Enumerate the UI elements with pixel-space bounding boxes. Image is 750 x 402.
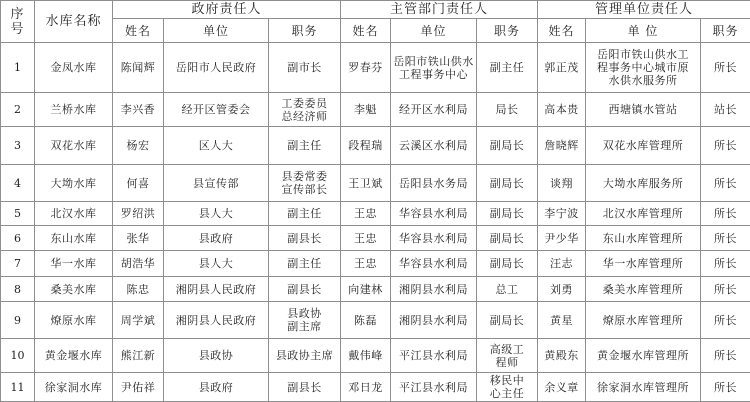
- gov-title-cell: 副主任: [269, 202, 341, 226]
- mgmt-unit-cell: 西塘镇水管站: [586, 93, 701, 127]
- dept-name-cell: 罗春芬: [341, 43, 391, 93]
- dept-unit-cell: 平江县水利局: [391, 339, 477, 373]
- dept-title-cell: 副主任: [477, 43, 538, 93]
- row-index-cell: 5: [1, 202, 35, 226]
- gov-title-cell: 副市长: [269, 43, 341, 93]
- dept-title-cell: 局长: [477, 93, 538, 127]
- mgmt-name-cell: 高本贵: [538, 93, 586, 127]
- gov-unit-cell: 县政府: [164, 226, 269, 251]
- table-row: [1, 339, 750, 373]
- gov-unit-cell: 县人大: [164, 202, 269, 226]
- mgmt-unit-cell: 东山水库管理所: [586, 226, 701, 251]
- gov-name-cell: 陈闻辉: [113, 43, 164, 93]
- dept-title-cell: 副局长: [477, 302, 538, 339]
- header-dept-group: 主管部门责任人: [341, 1, 538, 19]
- gov-unit-cell: 湘阴县人民政府: [164, 277, 269, 302]
- dept-name-cell: 陈磊: [341, 302, 391, 339]
- reservoir-name-cell: 北汉水库: [35, 202, 113, 226]
- table-row: [1, 93, 750, 127]
- gov-name-cell: 陈忠: [113, 277, 164, 302]
- mgmt-title-cell: 所长: [701, 226, 750, 251]
- gov-unit-cell: 县人大: [164, 251, 269, 277]
- row-index-cell: 3: [1, 127, 35, 165]
- gov-title-cell: 副主任: [269, 127, 341, 165]
- mgmt-title-cell: 所长: [701, 277, 750, 302]
- mgmt-title-cell: 所长: [701, 127, 750, 165]
- header-gov-unit: 单位: [164, 19, 269, 43]
- dept-title-cell: 副局长: [477, 226, 538, 251]
- gov-title-cell: 县政协 副主席: [269, 302, 341, 339]
- gov-unit-cell: 湘阴县人民政府: [164, 302, 269, 339]
- gov-unit-cell: 县宣传部: [164, 165, 269, 202]
- row-index-cell: 11: [1, 373, 35, 402]
- dept-title-cell: 副局长: [477, 202, 538, 226]
- dept-name-cell: 李魁: [341, 93, 391, 127]
- table-row: [1, 277, 750, 302]
- table-row: [1, 251, 750, 277]
- reservoir-name-cell: 双花水库: [35, 127, 113, 165]
- mgmt-name-cell: 汪志: [538, 251, 586, 277]
- dept-unit-cell: 经开区水利局: [391, 93, 477, 127]
- row-index-cell: 9: [1, 302, 35, 339]
- header-mgmt-name: 姓名: [538, 19, 586, 43]
- header-dept-name: 姓名: [341, 19, 391, 43]
- dept-name-cell: 王卫斌: [341, 165, 391, 202]
- gov-unit-cell: 县政府: [164, 373, 269, 402]
- dept-name-cell: 段程瑞: [341, 127, 391, 165]
- header-mgmt-title: 职务: [701, 19, 750, 43]
- reservoir-name-cell: 燎原水库: [35, 302, 113, 339]
- mgmt-name-cell: 黄殿东: [538, 339, 586, 373]
- table-row: [1, 165, 750, 202]
- mgmt-title-cell: 所长: [701, 165, 750, 202]
- reservoir-name-cell: 大坳水库: [35, 165, 113, 202]
- dept-unit-cell: 岳阳县水务局: [391, 165, 477, 202]
- row-index-cell: 2: [1, 93, 35, 127]
- header-gov-name: 姓名: [113, 19, 164, 43]
- header-gov-group: 政府责任人: [113, 1, 341, 19]
- mgmt-name-cell: 詹晓辉: [538, 127, 586, 165]
- gov-unit-cell: 经开区管委会: [164, 93, 269, 127]
- dept-title-cell: 高级工 程师: [477, 339, 538, 373]
- gov-title-cell: 工委委员 总经济师: [269, 93, 341, 127]
- gov-name-cell: 李兴香: [113, 93, 164, 127]
- gov-name-cell: 杨宏: [113, 127, 164, 165]
- mgmt-title-cell: 所长: [701, 373, 750, 402]
- mgmt-unit-cell: 岳阳市铁山供水工 程事务中心城市原 水供水服务所: [586, 43, 701, 93]
- gov-title-cell: 副主任: [269, 251, 341, 277]
- header-index: 序 号: [1, 1, 35, 43]
- mgmt-name-cell: 刘勇: [538, 277, 586, 302]
- mgmt-name-cell: 余义章: [538, 373, 586, 402]
- gov-title-cell: 县政协主席: [269, 339, 341, 373]
- gov-unit-cell: 县政协: [164, 339, 269, 373]
- reservoir-name-cell: 华一水库: [35, 251, 113, 277]
- dept-title-cell: 总工: [477, 277, 538, 302]
- header-gov-title: 职务: [269, 19, 341, 43]
- header-mgmt-unit: 单 位: [586, 19, 701, 43]
- row-index-cell: 1: [1, 43, 35, 93]
- dept-unit-cell: 华容县水利局: [391, 251, 477, 277]
- header-dept-unit: 单位: [391, 19, 477, 43]
- mgmt-title-cell: 所长: [701, 202, 750, 226]
- table-header: [1, 1, 750, 43]
- gov-name-cell: 尹佑祥: [113, 373, 164, 402]
- mgmt-name-cell: 谈翔: [538, 165, 586, 202]
- row-index-cell: 7: [1, 251, 35, 277]
- mgmt-unit-cell: 燎原水库管理所: [586, 302, 701, 339]
- table-row: [1, 226, 750, 251]
- mgmt-unit-cell: 徐家洞水库管理所: [586, 373, 701, 402]
- header-row-fields: [1, 19, 750, 43]
- mgmt-unit-cell: 桑美水库管理所: [586, 277, 701, 302]
- dept-name-cell: 向建林: [341, 277, 391, 302]
- dept-name-cell: 王忠: [341, 202, 391, 226]
- dept-title-cell: 移民中 心主任: [477, 373, 538, 402]
- row-index-cell: 6: [1, 226, 35, 251]
- gov-name-cell: 张华: [113, 226, 164, 251]
- dept-name-cell: 邓日龙: [341, 373, 391, 402]
- dept-unit-cell: 湘阴县水利局: [391, 302, 477, 339]
- mgmt-title-cell: 所长: [701, 251, 750, 277]
- reservoir-name-cell: 金凤水库: [35, 43, 113, 93]
- reservoir-name-cell: 徐家洞水库: [35, 373, 113, 402]
- header-mgmt-group: 管理单位责任人: [538, 1, 750, 19]
- mgmt-name-cell: 李宁波: [538, 202, 586, 226]
- mgmt-title-cell: 所长: [701, 339, 750, 373]
- dept-unit-cell: 华容县水利局: [391, 226, 477, 251]
- gov-title-cell: 副县长: [269, 277, 341, 302]
- reservoir-name-cell: 东山水库: [35, 226, 113, 251]
- dept-name-cell: 戴伟峰: [341, 339, 391, 373]
- header-dept-title: 职务: [477, 19, 538, 43]
- mgmt-title-cell: 所长: [701, 302, 750, 339]
- gov-name-cell: 胡浩华: [113, 251, 164, 277]
- header-reservoir-name: 水库名称: [35, 1, 113, 43]
- dept-unit-cell: 岳阳市铁山供水 工程事务中心: [391, 43, 477, 93]
- dept-title-cell: 副局长: [477, 251, 538, 277]
- row-index-cell: 4: [1, 165, 35, 202]
- table-row: [1, 127, 750, 165]
- table-row: [1, 373, 750, 402]
- gov-name-cell: 何喜: [113, 165, 164, 202]
- mgmt-title-cell: 所长: [701, 43, 750, 93]
- gov-name-cell: 周学斌: [113, 302, 164, 339]
- table-row: [1, 302, 750, 339]
- gov-unit-cell: 区人大: [164, 127, 269, 165]
- dept-name-cell: 王忠: [341, 251, 391, 277]
- gov-title-cell: 副县长: [269, 373, 341, 402]
- gov-unit-cell: 岳阳市人民政府: [164, 43, 269, 93]
- row-index-cell: 8: [1, 277, 35, 302]
- mgmt-unit-cell: 大坳水库服务所: [586, 165, 701, 202]
- reservoir-name-cell: 兰桥水库: [35, 93, 113, 127]
- mgmt-title-cell: 站长: [701, 93, 750, 127]
- header-row-groups: [1, 1, 750, 19]
- table-body: [1, 43, 750, 402]
- row-index-cell: 10: [1, 339, 35, 373]
- dept-unit-cell: 湘阴县水利局: [391, 277, 477, 302]
- dept-unit-cell: 平江县水利局: [391, 373, 477, 402]
- reservoir-name-cell: 黄金堰水库: [35, 339, 113, 373]
- table-row: [1, 43, 750, 93]
- dept-unit-cell: 华容县水利局: [391, 202, 477, 226]
- gov-name-cell: 熊江新: [113, 339, 164, 373]
- dept-name-cell: 王忠: [341, 226, 391, 251]
- mgmt-unit-cell: 黄金堰水库管理所: [586, 339, 701, 373]
- mgmt-unit-cell: 双花水库管理所: [586, 127, 701, 165]
- gov-title-cell: 县委常委 宣传部长: [269, 165, 341, 202]
- mgmt-unit-cell: 北汉水库管理所: [586, 202, 701, 226]
- dept-title-cell: 副局长: [477, 165, 538, 202]
- mgmt-unit-cell: 华一水库管理所: [586, 251, 701, 277]
- dept-title-cell: 副局长: [477, 127, 538, 165]
- gov-title-cell: 副县长: [269, 226, 341, 251]
- gov-name-cell: 罗绍洪: [113, 202, 164, 226]
- table-row: [1, 202, 750, 226]
- mgmt-name-cell: 郭正茂: [538, 43, 586, 93]
- mgmt-name-cell: 尹少华: [538, 226, 586, 251]
- mgmt-name-cell: 黄星: [538, 302, 586, 339]
- reservoir-name-cell: 桑美水库: [35, 277, 113, 302]
- dept-unit-cell: 云溪区水利局: [391, 127, 477, 165]
